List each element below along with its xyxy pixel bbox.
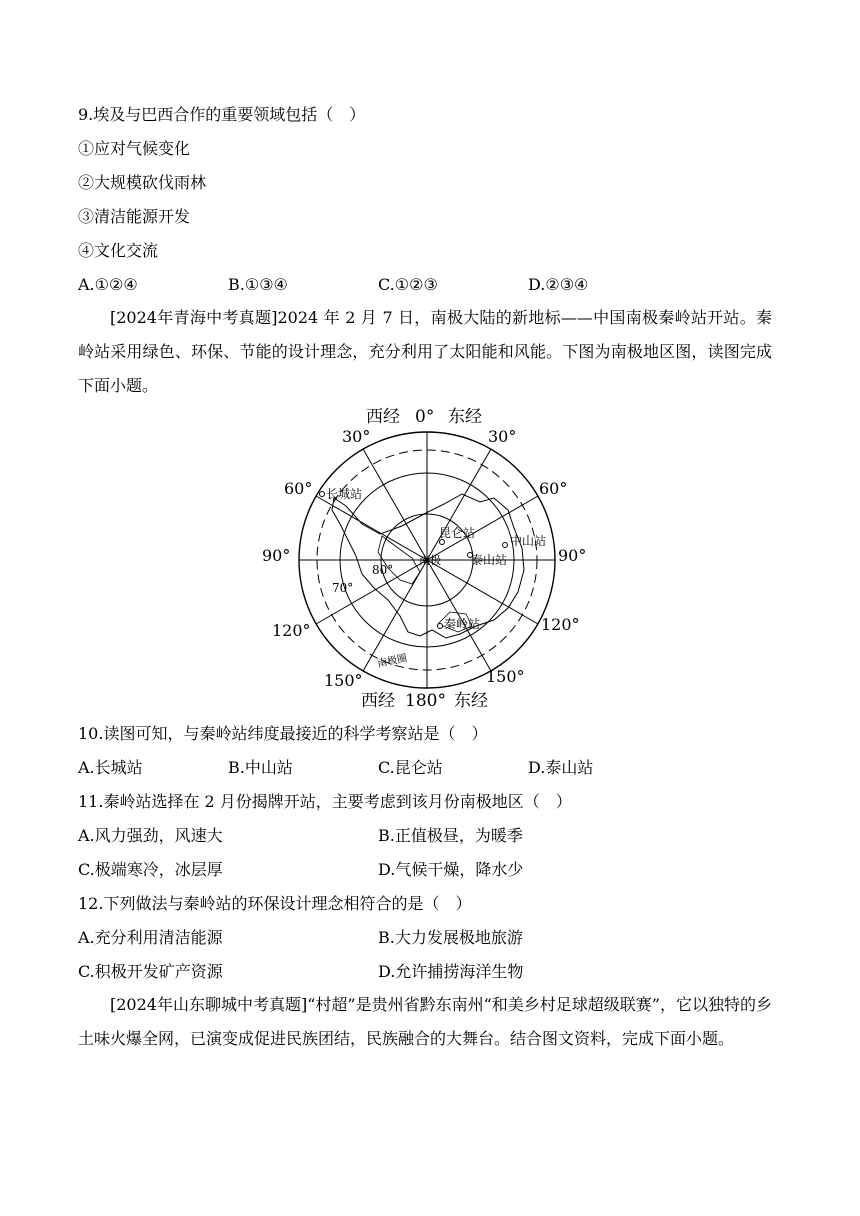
lon-label-60w: 60°: [284, 479, 313, 498]
q12-option-d: D.允许捕捞海洋生物: [378, 962, 524, 981]
map-label-west-top: 西经: [366, 407, 400, 427]
antarctic-circle-label: 南极圈: [376, 652, 409, 670]
lon-label-150e: 150°: [486, 667, 525, 686]
q10-stem: 10.读图可知，与秦岭站纬度最接近的科学考察站是（ ）: [78, 724, 488, 743]
qinling-station-label: 秦岭站: [444, 617, 481, 631]
q9-item-3: ③清洁能源开发: [78, 207, 191, 226]
q11-stem: 11.秦岭站选择在 2 月份揭牌开站，主要考虑到该月份南极地区（ ）: [78, 792, 572, 811]
q12-option-a: A.充分利用清洁能源: [78, 928, 223, 947]
lon-label-120e: 120°: [541, 615, 580, 634]
q12-option-b: B.大力发展极地旅游: [378, 928, 523, 947]
map-label-east-bottom: 东经: [454, 691, 488, 711]
q9-option-c: C.①②③: [378, 275, 438, 294]
map-label-180: 180°: [405, 691, 446, 711]
qinling-station-marker: [438, 624, 443, 629]
lon-label-90w: 90°: [262, 546, 291, 565]
q9-stem: 9.埃及与巴西合作的重要领域包括（ ）: [78, 105, 366, 124]
kunlun-station-label: 昆仑站: [439, 526, 476, 540]
q10-option-c: C.昆仑站: [378, 758, 443, 777]
map-label-east-top: 东经: [448, 407, 482, 427]
lon-label-90e: 90°: [558, 546, 587, 565]
lon-label-30w: 30°: [342, 427, 371, 446]
changcheng-station-marker: [320, 492, 325, 497]
q11-option-a: A.风力强劲，风速大: [78, 826, 223, 845]
q9-option-d: D.②③④: [528, 275, 589, 294]
south-pole-label: 南极: [419, 554, 441, 567]
lon-label-60e: 60°: [539, 479, 568, 498]
q10-option-a: A.长城站: [78, 758, 143, 777]
q9-option-a: A.①②④: [78, 275, 138, 294]
lon-label-30e: 30°: [488, 427, 517, 446]
q9-item-1: ①应对气候变化: [78, 139, 191, 158]
intro-paragraph-village-super-league: [2024年山东聊城中考真题]“村超”是贵州省黔东南州“和美乡村足球超级联赛”，它以独特的乡土味火爆全网，已演变成促进民族团结，民族融合的大舞台。结合图文资料，完成下面小题。: [78, 995, 772, 1048]
zhongshan-station-label: 中山站: [510, 534, 547, 548]
kunlun-station-marker: [440, 540, 445, 545]
antarctica-map: [262, 402, 592, 712]
q12-option-c: C.积极开发矿产资源: [78, 962, 223, 981]
map-label-west-bottom: 西经: [361, 691, 395, 711]
q9-item-4: ④文化交流: [78, 241, 159, 260]
q11-option-c: C.极端寒冷，冰层厚: [78, 860, 223, 879]
intro-paragraph-qinling: [2024年青海中考真题]2024 年 2 月 7 日，南极大陆的新地标——中国南极秦岭站开站。秦岭站采用绿色、环保、节能的设计理念，充分利用了太阳能和风能。下图为南极地区图，读图完成下面小题。: [78, 308, 772, 395]
q11-option-b: B.正值极昼，为暖季: [378, 826, 523, 845]
q9-item-2: ②大规模砍伐雨林: [78, 173, 207, 192]
lat-label-70: 70°: [332, 581, 354, 595]
q10-option-d: D.泰山站: [528, 758, 594, 777]
map-label-zero: 0°: [415, 407, 435, 427]
changcheng-station-label: 长城站: [326, 487, 363, 501]
q11-option-d: D.气候干燥，降水少: [378, 860, 524, 879]
q12-stem: 12.下列做法与秦岭站的环保设计理念相符合的是（ ）: [78, 894, 472, 913]
lon-label-120w: 120°: [272, 621, 311, 640]
lon-label-150w: 150°: [324, 671, 363, 690]
q9-option-b: B.①③④: [228, 275, 288, 294]
q10-option-b: B.中山站: [228, 758, 293, 777]
zhongshan-station-marker: [503, 543, 508, 548]
lat-label-80: 80°: [372, 563, 394, 577]
taishan-station-label: 泰山站: [471, 553, 508, 567]
